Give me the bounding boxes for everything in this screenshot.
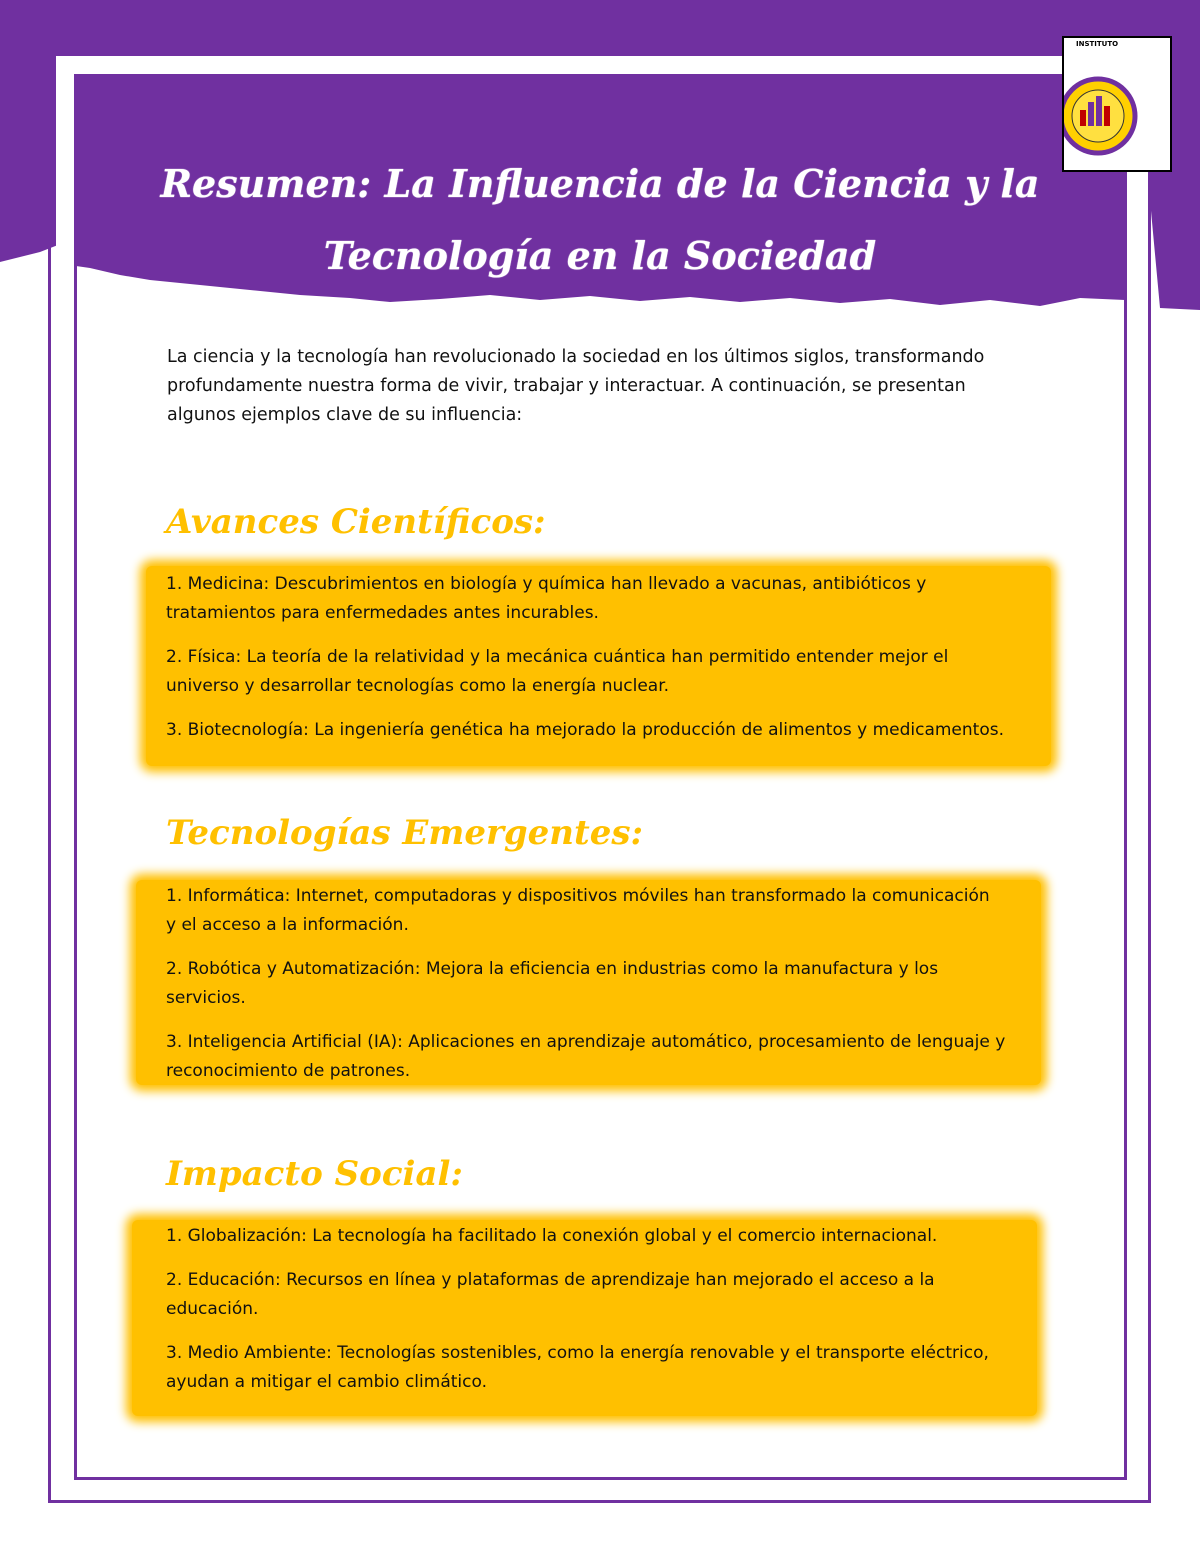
page-title xyxy=(120,148,1080,292)
title-line-1: Resumen: La Influencia de la Ciencia y la xyxy=(160,161,1040,206)
list-item: 1. Informática: Internet, computadoras y dispositivos móviles han transformado la comunicación y el acceso a la información. xyxy=(166,886,990,935)
intro-line: profundamente nuestra forma de vivir, trabajar y interactuar. A continuación, se presentan xyxy=(167,376,966,396)
list-item: 2. Física: La teoría de la relatividad y la mecánica cuántica han permitido entender mejor el universo y desarrollar tecnologías como la energía nuclear. xyxy=(166,647,949,696)
box-impacto-social xyxy=(132,1220,1037,1416)
list-item: 3. Inteligencia Artificial (IA): Aplicaciones en aprendizaje automático, procesamiento de lenguaje y reconocimiento de patrones. xyxy=(166,1032,1006,1081)
list-item: 1. Medicina: Descubrimientos en biología y química han llevado a vacunas, antibióticos y tratamientos para enfermedades antes incurables. xyxy=(166,574,927,623)
box-avances-cientificos xyxy=(146,566,1051,766)
list-item: 2. Robótica y Automatización: Mejora la eficiencia en industrias como la manufactura y los servicios. xyxy=(166,959,939,1008)
list-item: 3. Medio Ambiente: Tecnologías sostenibles, como la energía renovable y el transporte eléctrico, ayudan a mitigar el cambio climático. xyxy=(166,1343,989,1392)
intro-paragraph xyxy=(167,343,997,430)
intro-line: algunos ejemplos clave de su influencia: xyxy=(167,405,523,425)
logo-emblem-icon xyxy=(1062,76,1138,156)
box-tecnologias-emergentes xyxy=(136,880,1041,1085)
heading-avances-cientificos: Avances Científicos: xyxy=(166,502,546,542)
intro-line: La ciencia y la tecnología han revolucionado la sociedad en los últimos siglos, transformando xyxy=(167,347,985,367)
heading-tecnologias-emergentes: Tecnologías Emergentes: xyxy=(166,813,644,853)
list-item: 2. Educación: Recursos en línea y plataformas de aprendizaje han mejorado el acceso a la educación. xyxy=(166,1270,935,1319)
logo-text: INSTITUTO xyxy=(1076,40,1119,48)
title-line-2: Tecnología en la Sociedad xyxy=(323,233,877,278)
list-item: 1. Globalización: La tecnología ha facilitado la conexión global y el comercio internacional. xyxy=(166,1226,938,1246)
heading-impacto-social: Impacto Social: xyxy=(166,1154,463,1194)
list-item: 3. Biotecnología: La ingeniería genética ha mejorado la producción de alimentos y medicamentos. xyxy=(166,720,1004,740)
